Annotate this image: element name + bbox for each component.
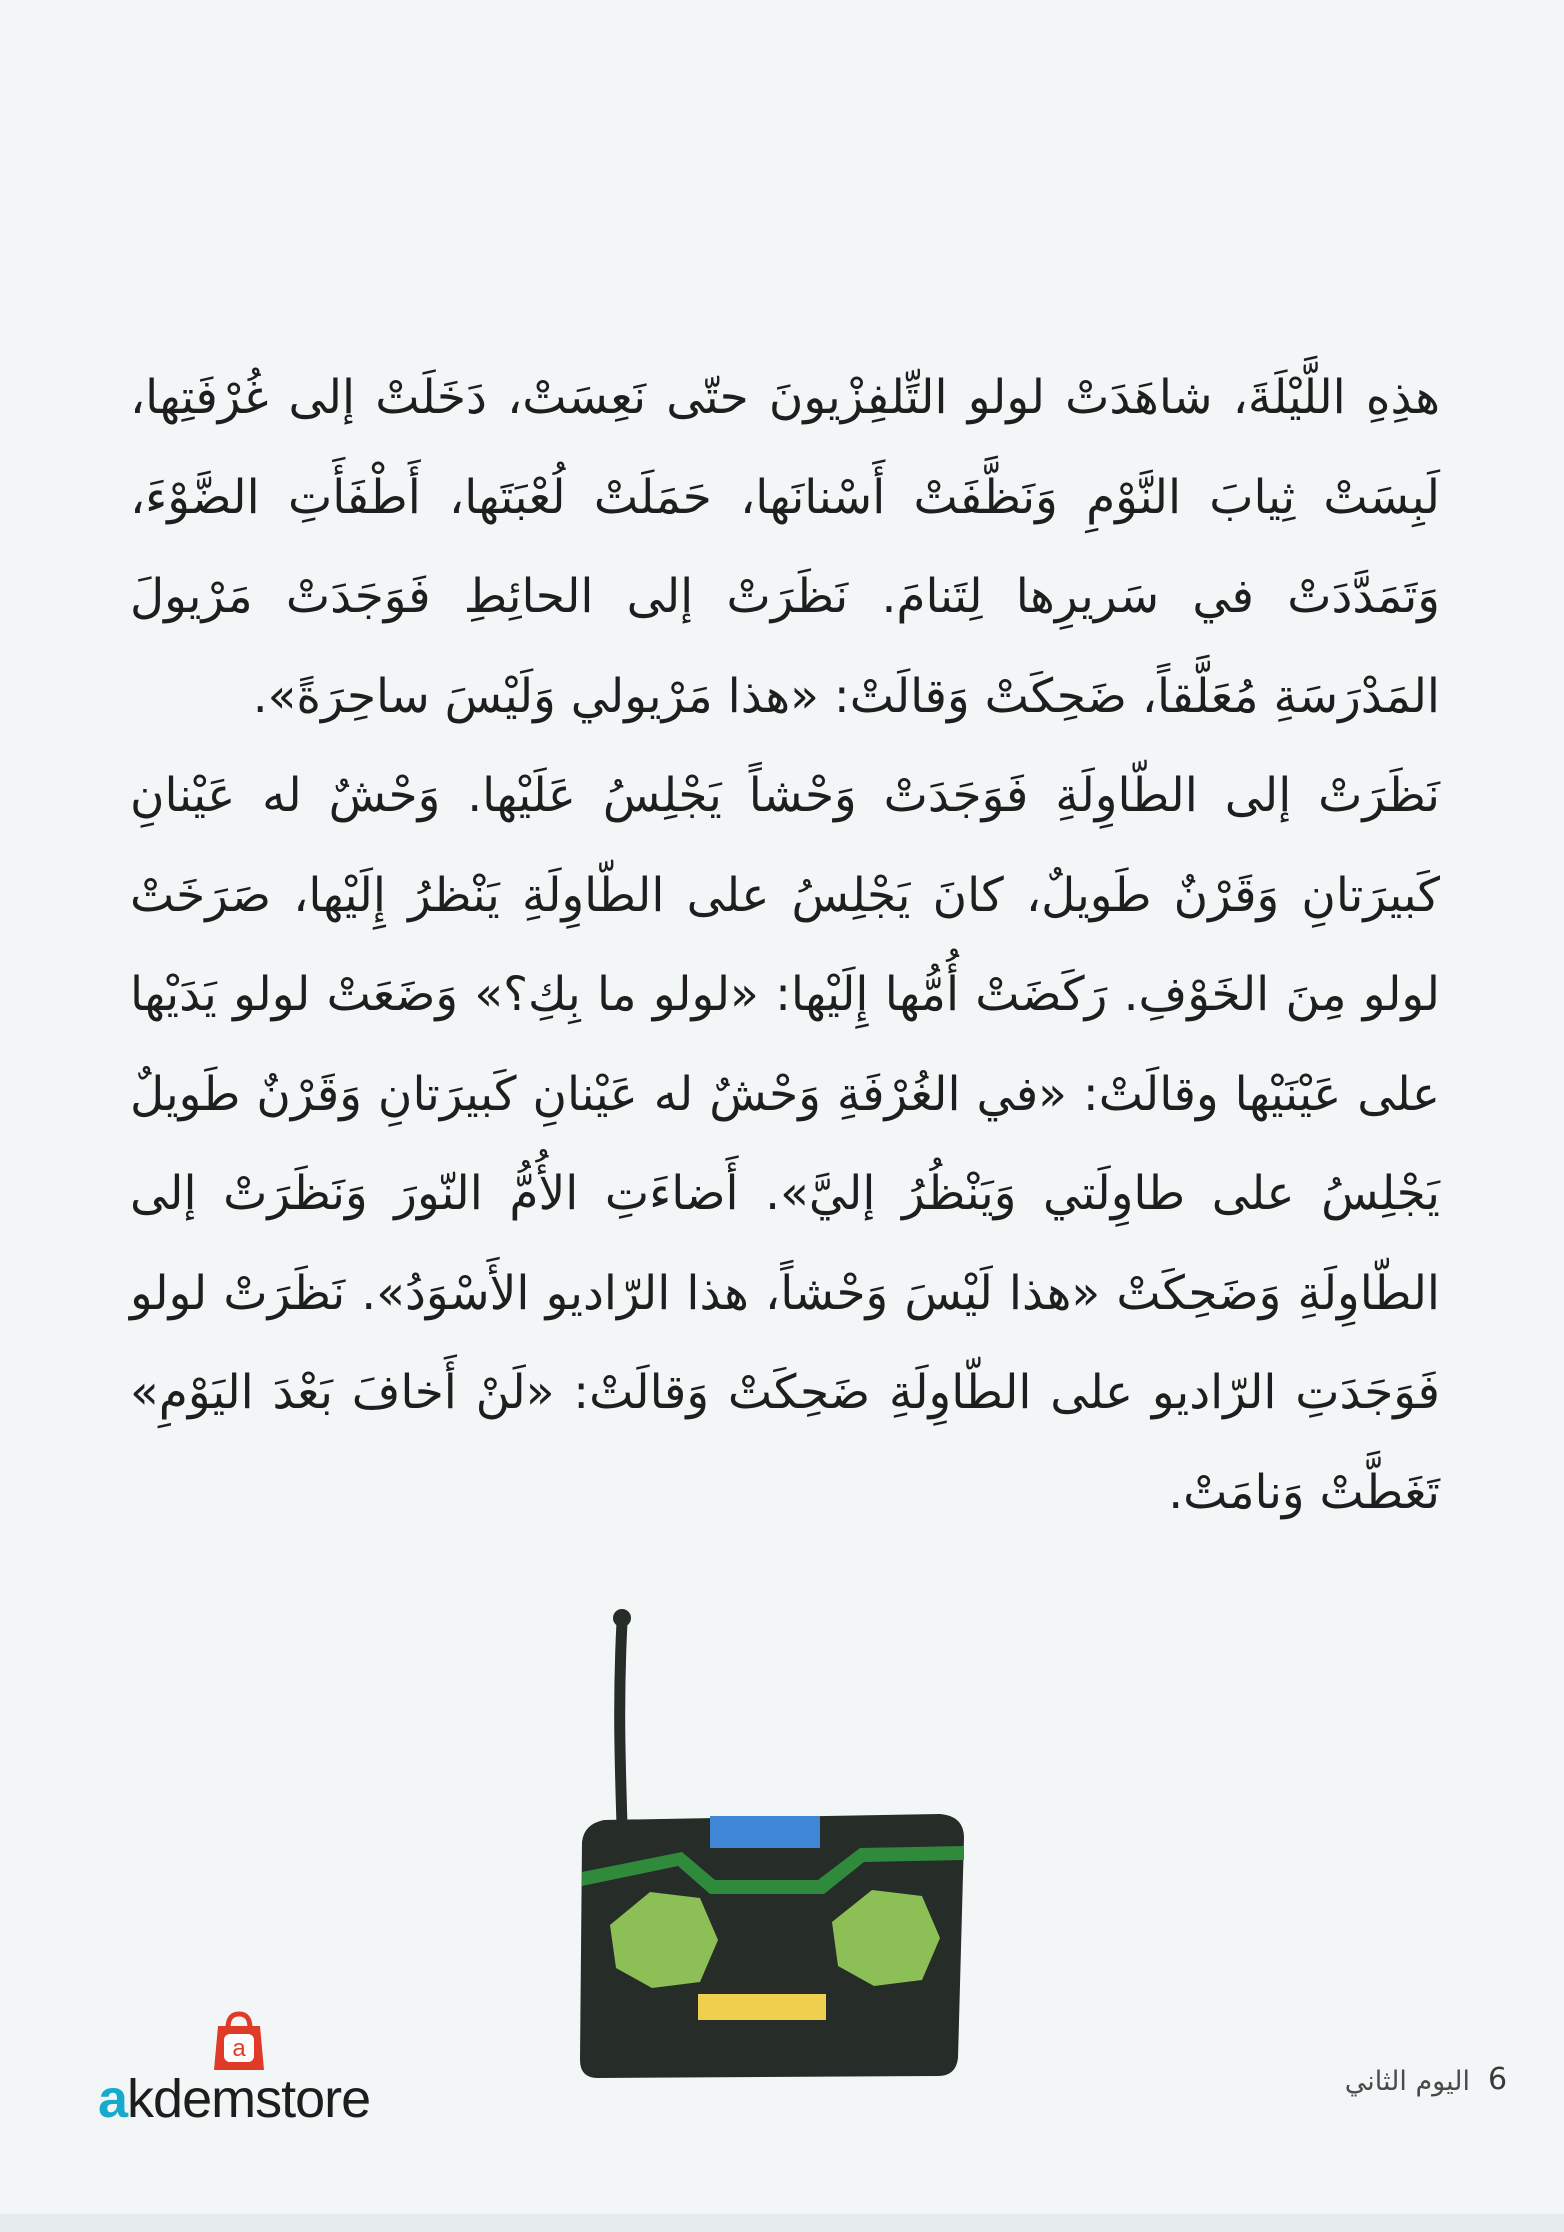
page-number: 6: [1488, 2062, 1508, 2097]
story-paragraph-1: هذِهِ اللَّيْلَةَ، شاهَدَتْ لولو التِّلفِزْيونَ حتّى نَعِسَتْ، دَخَلَتْ إلى غُرْفَتِها، لَبِسَتْ ثِيابَ النَّوْمِ وَنَظَّفَتْ أَسْنانَها، حَمَلَتْ لُعْبَتَها، أَطْفَأَتِ الضَّوْءَ، وَتَمَدَّدَتْ في سَريرِها لِتَنامَ. نَظَرَتْ إلى الحائِطِ فَوَجَدَتْ مَرْيولَ المَدْرَسَةِ مُعَلَّقاً، ضَحِكَتْ وَقالَتْ: «هذا مَرْيولي وَلَيْسَ ساحِرَةً».: [130, 370, 1440, 724]
radio-illustration: [560, 1580, 980, 2080]
footer-day-label: اليوم الثاني: [1344, 2066, 1470, 2097]
shopping-bag-icon: [210, 2010, 268, 2074]
logo-rest: kdemstore: [127, 2069, 371, 2129]
akdemstore-logo: [98, 2010, 398, 2129]
story-paragraph-2: نَظَرَتْ إلى الطّاوِلَةِ فَوَجَدَتْ وَحْشاً يَجْلِسُ عَلَيْها. وَحْشٌ له عَيْنانِ كَبيرَتانِ وَقَرْنٌ طَويلٌ، كانَ يَجْلِسُ على الطّاوِلَةِ يَنْظرُ إِلَيْها، صَرَخَتْ لولو مِنَ الخَوْفِ. رَكَضَتْ أُمُّها إِلَيْها: «لولو ما بِكِ؟» وَضَعَتْ لولو يَدَيْها على عَيْنَيْها وقالَتْ: «في الغُرْفَةِ وَحْشٌ له عَيْنانِ كَبيرَتانِ وَقَرْنٌ طَويلٌ يَجْلِسُ على طاوِلَتي وَيَنْظُرُ إليَّ». أَضاءَتِ الأُمُّ النّورَ وَنَظَرَتْ إلى الطّاوِلَةِ وَضَحِكَتْ «هذا لَيْسَ وَحْشاً، هذا الرّاديو الأَسْوَدُ». نَظَرَتْ لولو فَوَجَدَتِ الرّاديو على الطّاوِلَةِ ضَحِكَتْ وَقالَتْ: «لَنْ أَخافَ بَعْدَ اليَوْمِ» تَغَطَّتْ وَنامَتْ.: [130, 768, 1440, 1520]
story-text: [130, 348, 1440, 1542]
radio-dial: [698, 1994, 826, 2020]
radio-top-panel: [710, 1816, 820, 1848]
radio-antenna-tip: [613, 1609, 631, 1627]
radio-antenna: [620, 1622, 622, 1825]
logo-prefix: a: [98, 2069, 128, 2129]
bag-letter: a: [232, 2035, 246, 2062]
page-bottom-edge: [0, 2214, 1564, 2232]
logo-wordmark: [98, 2068, 370, 2130]
